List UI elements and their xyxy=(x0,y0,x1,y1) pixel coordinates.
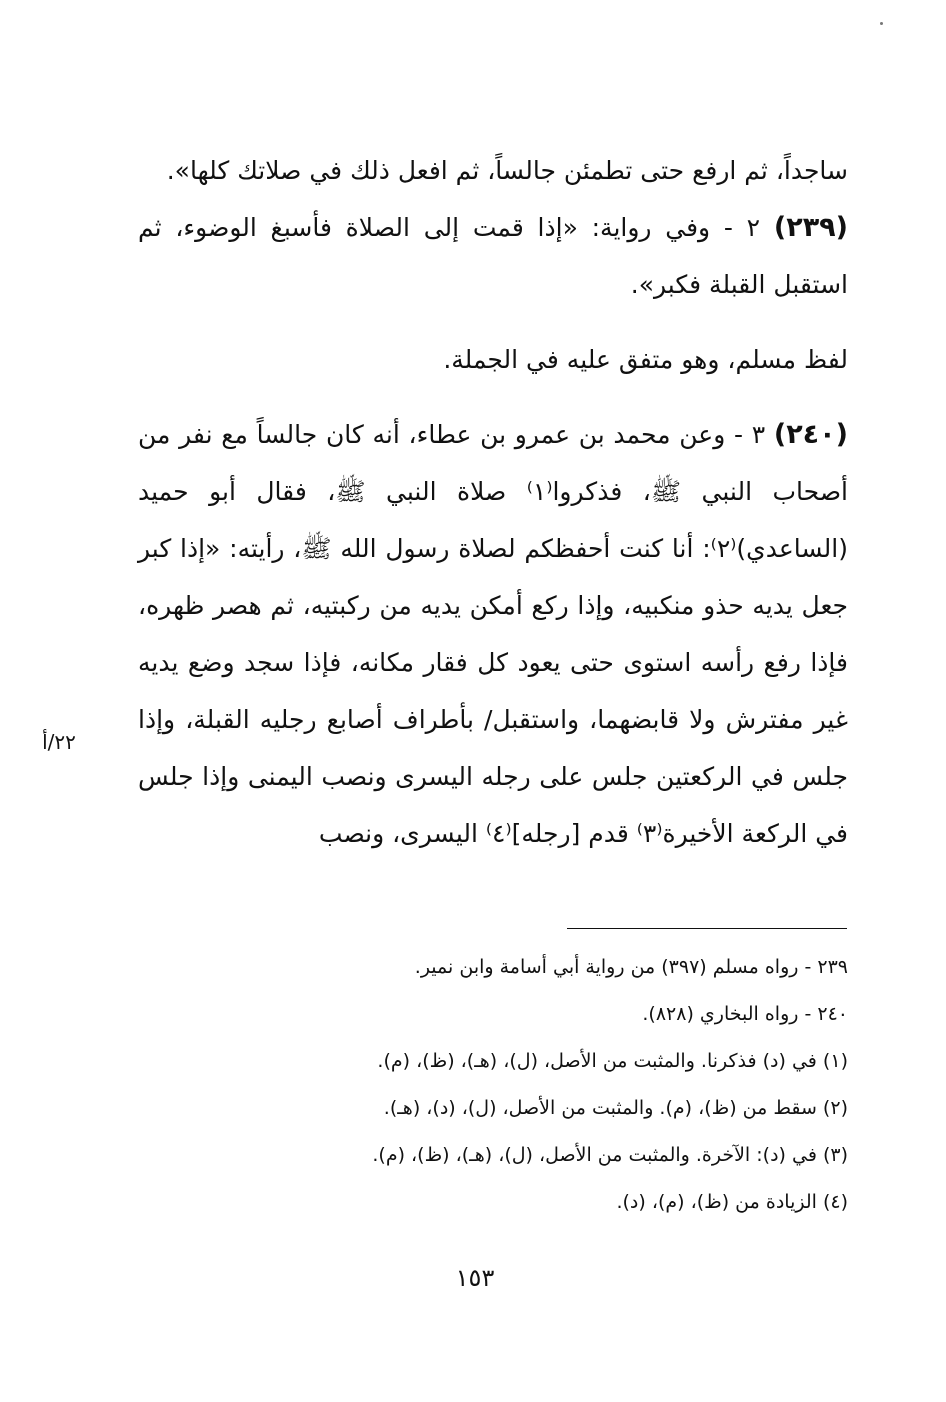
footnote-separator xyxy=(567,928,847,929)
footnote-item: ٢٣٩ - رواه مسلم (٣٩٧) من رواية أبي أسامة وابن نمير. xyxy=(414,956,848,978)
footnote-item: (٣) في (د): الآخرة. والمثبت من الأصل، (ل)، (هـ)، (ظ)، (م). xyxy=(372,1144,848,1166)
hadith-239-text: ٢ - وفي رواية: «إذا قمت إلى الصلاة فأسبغ الوضوء، ثم استقبل القبلة فكبر». xyxy=(138,213,848,299)
hadith-number-239: (٢٣٩) xyxy=(773,212,849,243)
paragraph-1: ساجداً، ثم ارفع حتى تطمئن جالساً، ثم افعل ذلك في صلاتك كلها». xyxy=(166,156,848,185)
hadith-240-text: ٣ - وعن محمد بن عمرو بن عطاء، أنه كان جالساً مع نفر من أصحاب النبي ﷺ، فذكروا⁽١⁾ صلاة النبي ﷺ، فقال أبو حميد (الساعدي)⁽٢⁾: أنا كنت أحفظكم لصلاة رسول الله ﷺ، رأيته: «إذا كبر جعل يديه حذو منكبيه، وإذا ركع أمكن يديه من ركبتيه، ثم هصر ظهره، فإذا رفع رأسه استوى حتى يعود كل فقار مكانه، فإذا سجد وضع يديه غير مفترش ولا قابضهما، واستقبل/ بأطراف أصابع رجليه القبلة، وإذا جلس في الركعتين جلس على رجله اليسرى ونصب اليمنى وإذا جلس في الركعة الأخيرة⁽٣⁾ قدم [رجله]⁽٤⁾ اليسرى، ونصب xyxy=(138,420,848,848)
footnote-item: ٢٤٠ - رواه البخاري (٨٢٨). xyxy=(642,1003,848,1025)
paragraph-hadith-239 xyxy=(138,199,848,313)
paragraph-gap xyxy=(138,313,848,331)
footnote-item: (٢) سقط من (ظ)، (م). والمثبت من الأصل، (ل)، (د)، (هـ). xyxy=(383,1097,848,1119)
footnote-item: (٤) الزيادة من (ظ)، (م)، (د). xyxy=(616,1191,848,1213)
scan-speck xyxy=(880,22,883,25)
hadith-number-240: (٢٤٠) xyxy=(773,419,848,450)
paragraph-3: لفظ مسلم، وهو متفق عليه في الجملة. xyxy=(443,345,848,374)
main-text xyxy=(138,142,848,862)
manuscript-folio-note: ٢٢/أ xyxy=(42,730,76,754)
footnotes xyxy=(200,944,848,1226)
footnote-item: (١) في (د) فذكرنا. والمثبت من الأصل، (ل)، (هـ)، (ظ)، (م). xyxy=(377,1050,848,1072)
paragraph-gap xyxy=(138,388,848,406)
page-number: ١٥٣ xyxy=(455,1264,495,1292)
paragraph-hadith-240 xyxy=(138,406,848,862)
